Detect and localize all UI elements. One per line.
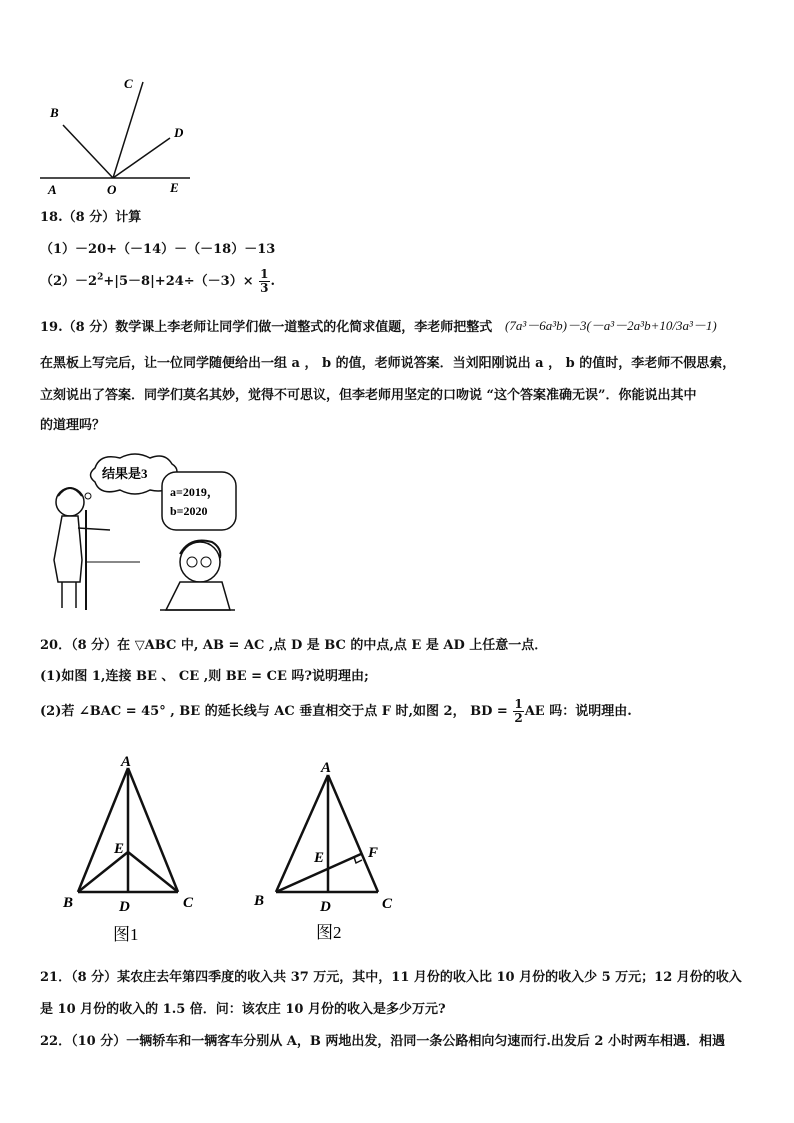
- bubble-dot: [85, 493, 91, 499]
- student-head: [180, 542, 220, 582]
- q19-line2: 在黑板上写完后，让一位同学随便给出一组 a ， b 的值，老师说答案．当刘阳刚说出 a ， b 的值时，李老师不假思索，: [40, 356, 736, 371]
- fig2-label-f: F: [368, 845, 379, 861]
- fig1-caption: 图1: [113, 925, 139, 944]
- q22-line1: 22．（10 分）一辆轿车和一辆客车分别从 A，B 两地出发，沿同一条公路相向匀速而行.出发后 2 小时两车相遇．相遇: [40, 1034, 725, 1049]
- figure-2: [248, 750, 408, 950]
- q18-part2-exponent: 2: [97, 272, 104, 283]
- q20-part2: [40, 698, 632, 725]
- q18-part2: [40, 268, 275, 295]
- fig2-label-c: C: [382, 896, 393, 912]
- fig1-label-b: B: [63, 895, 74, 911]
- q18-heading: 18.（8 分）计算: [40, 210, 142, 225]
- q20-heading: 20．（8 分）在 ▽ABC 中, AB = AC ,点 D 是 BC 的中点,点 E 是 AD 上任意一点．: [40, 638, 548, 653]
- q18-part2-pre: （2）－2: [40, 274, 98, 289]
- student-bubble-line1: a=2019，: [170, 485, 219, 499]
- q20-fraction-num: 1: [514, 697, 523, 711]
- angle-figure: [30, 70, 210, 200]
- label-b: B: [50, 105, 59, 120]
- cartoon-illustration: [40, 450, 240, 615]
- student-body: [166, 582, 230, 610]
- teacher-body: [54, 516, 82, 582]
- fig2-label-a: A: [321, 760, 332, 776]
- fig1-label-d: D: [119, 899, 130, 915]
- q19-line4: 的道理吗？: [40, 418, 106, 433]
- ray-ob: [63, 125, 113, 178]
- teacher-bubble-text: 结果是3: [102, 466, 148, 481]
- ray-oc: [113, 82, 143, 178]
- label-o: O: [107, 182, 117, 197]
- teacher-arm: [78, 528, 110, 530]
- label-c: C: [124, 76, 133, 91]
- q18-part2-mid: +|5－8|+24÷（－3）×: [103, 274, 254, 289]
- q19-expression: (7a³－6a³b)－3(－a³－2a³b+10/3a³－1): [505, 318, 717, 333]
- label-e: E: [170, 180, 179, 195]
- q20-fraction-den: 2: [514, 711, 523, 725]
- fig2-caption: 图2: [316, 923, 342, 942]
- q21-line2: 是 10 月份的收入的 1.5 倍．问：该农庄 10 月份的收入是多少万元?: [40, 1002, 446, 1017]
- q18-part1: （1）－20+（－14）－（－18）－13: [40, 242, 276, 257]
- q20-part2-post: AE 吗：说明理由.: [524, 704, 632, 719]
- student-glasses-right: [201, 557, 211, 567]
- fig2-label-e: E: [314, 850, 325, 866]
- q19-line3: 立刻说出了答案．同学们莫名其妙，觉得不可思议，但李老师用坚定的口吻说 “这个答案准确无误”．你能说出其中: [40, 388, 697, 403]
- q20-part1: (1)如图 1,连接 BE 、 CE ,则 BE = CE 吗?说明理由;: [40, 669, 369, 684]
- q20-fraction: [513, 698, 523, 725]
- fig1-label-e: E: [114, 841, 125, 857]
- fig1-label-c: C: [183, 895, 194, 911]
- teacher-hair: [58, 488, 82, 496]
- q18-part2-end: .: [270, 274, 276, 289]
- label-a: A: [48, 182, 57, 197]
- student-hair: [180, 541, 220, 559]
- fig2-label-d: D: [320, 899, 331, 915]
- student-bubble: [162, 472, 236, 530]
- fig2-side-ac: [328, 775, 378, 892]
- fig1-label-a: A: [121, 754, 132, 770]
- label-d: D: [174, 125, 184, 140]
- fig2-label-b: B: [254, 893, 265, 909]
- ray-od: [113, 138, 170, 178]
- q18-fraction: [259, 268, 269, 295]
- figure-1: [55, 750, 215, 950]
- fig2-side-ab: [276, 775, 328, 892]
- q19-heading: 19.（8 分）数学课上李老师让同学们做一道整式的化简求值题，李老师把整式: [40, 320, 493, 335]
- q18-fraction-den: 3: [260, 281, 269, 295]
- q20-part2-pre: (2)若 ∠BAC = 45° , BE 的延长线与 AC 垂直相交于点 F 时,如图 2， BD =: [40, 704, 513, 719]
- q18-fraction-num: 1: [260, 267, 269, 281]
- student-glasses-left: [187, 557, 197, 567]
- q21-line1: 21．（8 分）某农庄去年第四季度的收入共 37 万元，其中，11 月份的收入比 10 月份的收入少 5 万元；12 月份的收入: [40, 970, 742, 985]
- student-bubble-line2: b=2020: [170, 504, 208, 518]
